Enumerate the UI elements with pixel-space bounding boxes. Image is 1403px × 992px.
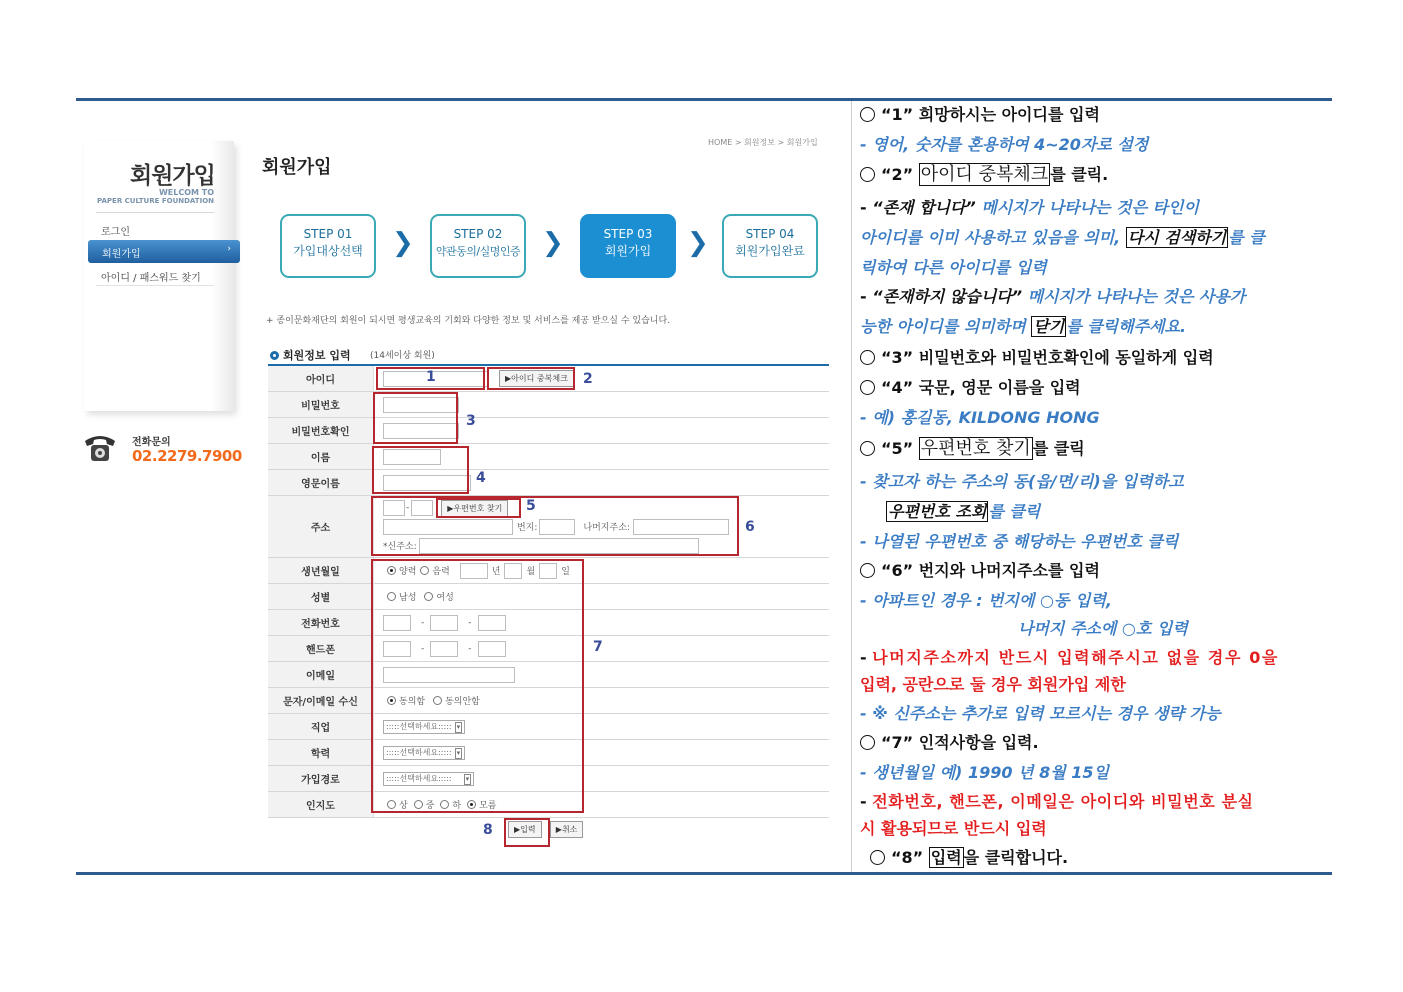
- step-1-label: 가입대상선택: [293, 244, 363, 258]
- boxed-term: 우편번호 찾기: [920, 438, 1031, 459]
- instruction-6-detail-3: - ※ 신주소는 추가로 입력 모르시는 경우 생략 가능: [860, 704, 1221, 723]
- step-4: [722, 214, 818, 278]
- dash: -: [860, 792, 873, 811]
- step-3-label: 회원가입: [604, 244, 652, 258]
- form-heading-note: (14세이상 회원): [370, 351, 435, 361]
- intro-text: + 종이문화재단의 회원이 되시면 평생교육의 기회와 다양한 정보 및 서비스를 제공 받으실 수 있습니다.: [266, 316, 671, 326]
- phone-dash: -: [468, 617, 472, 628]
- instruction-6-warning-1: [860, 647, 1279, 669]
- birth-lunar-label: 음력: [432, 567, 450, 577]
- instruction-text: 희망하시는 아이디를 입력: [913, 105, 1100, 124]
- step-3-number: STEP 03: [603, 227, 653, 241]
- instruction-7-warning-2: 시 활용되므로 반드시 입력: [860, 819, 1047, 838]
- instruction-text: 를 클: [1228, 228, 1265, 247]
- step-number: “5”: [881, 439, 914, 458]
- boxed-term: 다시 검색하기: [1127, 228, 1227, 247]
- instruction-1-detail: - 영어, 숫자를 혼용하여 4~20자로 설정: [860, 135, 1149, 154]
- bullet-icon: [270, 351, 279, 360]
- breadcrumb: HOME > 회원정보 > 회원가입: [708, 138, 818, 147]
- instruction-text: 비밀번호와 비밀번호확인에 동일하게 입력: [913, 348, 1214, 367]
- label-address: 주소: [268, 496, 374, 557]
- chevron-down-icon: ▾: [456, 748, 461, 757]
- chevron-down-icon: ▾: [465, 774, 470, 783]
- label-sms-email: 문자/이메일 수신: [268, 688, 374, 713]
- chevron-right-icon: ›: [227, 244, 231, 254]
- sidebar-divider: [96, 212, 214, 213]
- label-awareness: 인지도: [268, 792, 374, 817]
- circle-bullet-icon: [860, 350, 875, 365]
- address-rest-label: 나머지주소:: [583, 523, 630, 533]
- boxed-term: 입력: [930, 848, 962, 867]
- callout-number-6: 6: [745, 519, 755, 535]
- birth-year-label: 년: [491, 567, 501, 577]
- circle-bullet-icon: [860, 735, 875, 750]
- birth-month-label: 월: [526, 567, 536, 577]
- mobile-dash: -: [421, 643, 425, 654]
- instruction-4-detail: - 예) 홍길동, KILDONG HONG: [860, 408, 1100, 427]
- submit-button[interactable]: ▶입력: [508, 821, 542, 838]
- instruction-5: [860, 438, 1085, 460]
- instruction-3: [860, 347, 1214, 369]
- gender-female-label: 여성: [436, 593, 454, 603]
- label-password-confirm: 비밀번호확인: [268, 418, 374, 443]
- id-check-button[interactable]: ▶아이디 중복체크: [499, 370, 574, 387]
- row-password-confirm: [268, 418, 829, 444]
- callout-number-4: 4: [476, 470, 486, 486]
- sidebar-title: 회원가입: [130, 163, 215, 189]
- address-new-label: *신주소:: [383, 542, 417, 552]
- instruction-5-detail-1: - 찾고자 하는 주소의 동(읍/면/리)을 입력하고: [860, 472, 1184, 491]
- callout-number-3: 3: [466, 413, 476, 429]
- step-2-label: 약관동의/실명인증: [435, 245, 521, 258]
- instruction-text: 을 클릭합니다.: [963, 848, 1069, 867]
- gender-male-label: 남성: [399, 593, 417, 603]
- phone-number: 02.2279.7900: [132, 447, 242, 465]
- form-heading-text: 회원정보 입력: [283, 349, 351, 362]
- circle-bullet-icon: [860, 563, 875, 578]
- dash: -: [860, 198, 873, 217]
- step-1-number: STEP 01: [303, 227, 353, 241]
- sms-agree-label: 동의함: [399, 697, 426, 707]
- sidebar-subtitle-1: WELCOM TO: [158, 188, 214, 197]
- form-heading: [270, 347, 351, 363]
- step-2-number: STEP 02: [453, 227, 503, 241]
- join-path-select-value: :::::선택하세요:::::: [386, 773, 452, 783]
- zip-dash: -: [406, 503, 410, 513]
- step-1: [280, 214, 376, 278]
- callout-number-7: 7: [593, 639, 603, 655]
- label-id: 아이디: [268, 366, 374, 391]
- instruction-5-detail-3: - 나열된 우편번호 중 해당하는 우편번호 클릭: [860, 532, 1179, 551]
- sidebar-item-signup[interactable]: [88, 240, 240, 263]
- instruction-2-detail-4: [860, 286, 1245, 308]
- circle-bullet-icon: [860, 167, 875, 182]
- dash: -: [860, 287, 873, 306]
- boxed-term: 우편번호 조회: [888, 502, 987, 521]
- telephone-icon: [82, 431, 118, 465]
- label-email: 이메일: [268, 662, 374, 687]
- label-password: 비밀번호: [268, 392, 374, 417]
- step-3: [580, 214, 676, 278]
- instruction-text: 인적사항을 입력.: [913, 733, 1039, 752]
- instruction-text: 능한 아이디를 의미하며: [860, 317, 1032, 336]
- phone-inquiry-label: 전화문의: [132, 437, 171, 448]
- instruction-2-detail-3: 릭하여 다른 아이디를 입력: [860, 258, 1047, 277]
- instruction-7-warning-1: [860, 791, 1254, 813]
- callout-box-3: [373, 392, 458, 444]
- callout-box-2: [487, 367, 575, 390]
- instruction-2-detail-2: [860, 227, 1265, 249]
- instruction-text: 메시지가 나타나는 것은 사용가: [1022, 287, 1246, 306]
- chevron-down-icon: ▾: [456, 722, 461, 731]
- instruction-2-detail-1: [860, 197, 1199, 219]
- instruction-text: 를 클릭.: [1050, 165, 1109, 184]
- step-number: “6”: [881, 561, 914, 580]
- instruction-text: 를 클릭해주세요.: [1066, 317, 1187, 336]
- circle-bullet-icon: [870, 850, 885, 865]
- step-arrow-icon: ❯: [687, 228, 709, 258]
- label-phone: 전화번호: [268, 610, 374, 635]
- awareness-unknown-label: 모름: [479, 801, 497, 811]
- step-arrow-icon: ❯: [392, 228, 414, 258]
- birth-day-label: 일: [561, 567, 570, 577]
- instruction-text: 번지와 나머지주소를 입력: [913, 561, 1100, 580]
- instruction-text: 를 클릭: [1032, 439, 1085, 458]
- quote-text: “존재 합니다”: [872, 198, 976, 217]
- callout-box-8: [504, 818, 550, 847]
- instruction-5-detail-2: [886, 501, 1040, 523]
- circle-bullet-icon: [860, 380, 875, 395]
- birth-solar-label: 양력: [399, 567, 417, 577]
- step-4-label: 회원가입완료: [735, 244, 805, 258]
- step-arrow-icon: ❯: [542, 228, 564, 258]
- cancel-button[interactable]: ▶취소: [550, 821, 584, 838]
- instruction-6-detail-1: - 아파트인 경우 : 번지에 ○동 입력,: [860, 591, 1112, 610]
- instruction-text: 아이디를 이미 사용하고 있음을 의미,: [860, 228, 1126, 247]
- education-select-value: :::::선택하세요:::::: [386, 747, 452, 757]
- row-password: [268, 392, 829, 418]
- sidebar-subtitle-2: PAPER CULTURE FOUNDATION: [97, 197, 214, 205]
- label-birthdate: 생년월일: [268, 558, 374, 583]
- sidebar-item-login[interactable]: 로그인: [101, 227, 130, 238]
- zip-search-button[interactable]: ▶우편번호 찾기: [441, 500, 508, 517]
- mobile-dash: -: [468, 643, 472, 654]
- callout-number-8: 8: [483, 822, 493, 838]
- dash: -: [860, 648, 873, 667]
- quote-text: “존재하지 않습니다”: [872, 287, 1023, 306]
- column-divider: [851, 101, 852, 872]
- awareness-high-label: 상: [399, 801, 408, 811]
- label-gender: 성별: [268, 584, 374, 609]
- label-job: 직업: [268, 714, 374, 739]
- instruction-7: [860, 732, 1039, 754]
- step-4-number: STEP 04: [745, 227, 795, 241]
- page-title: 회원가입: [262, 157, 332, 178]
- instruction-8: [870, 847, 1068, 869]
- step-number: “4”: [881, 378, 914, 397]
- circle-bullet-icon: [860, 107, 875, 122]
- step-number: “2”: [881, 165, 914, 184]
- sidebar-item-find-account[interactable]: 아이디 / 패스워드 찾기: [101, 273, 201, 284]
- instruction-text: 메시지가 나타나는 것은 타인이: [975, 198, 1199, 217]
- instruction-7-detail: - 생년월일 예) 1990 년 8월 15일: [860, 763, 1109, 782]
- label-name: 이름: [268, 444, 374, 469]
- instruction-2: [860, 164, 1108, 186]
- phone-dash: -: [421, 617, 425, 628]
- awareness-mid-label: 중: [425, 801, 435, 811]
- address-lot-label: 번지:: [517, 523, 538, 533]
- sidebar-item-signup-label: 회원가입: [102, 249, 141, 260]
- instruction-text: 나머지주소까지 반드시 입력해주시고 없을 경우 0을: [872, 648, 1279, 667]
- step-number: “1”: [881, 105, 914, 124]
- circle-bullet-icon: [860, 441, 875, 456]
- boxed-term: 닫기: [1033, 317, 1065, 336]
- instruction-6-warning-2: 입력, 공란으로 둘 경우 회원가입 제한: [860, 675, 1126, 694]
- signup-screenshot: [80, 101, 850, 871]
- row-name: [268, 444, 829, 470]
- sms-disagree-label: 동의안함: [445, 697, 480, 707]
- label-join-path: 가입경로: [268, 766, 374, 791]
- instruction-2-detail-5: [860, 316, 1186, 338]
- callout-number-1: 1: [426, 369, 436, 385]
- step-2: [430, 214, 526, 278]
- instruction-1: [860, 104, 1100, 126]
- instruction-text: 국문, 영문 이름을 입력: [913, 378, 1081, 397]
- awareness-low-label: 하: [452, 801, 462, 811]
- step-number: “7”: [881, 733, 914, 752]
- step-number: “8”: [891, 848, 924, 867]
- callout-box-4: [372, 446, 469, 494]
- callout-box-6: [371, 496, 739, 556]
- job-select-value: :::::선택하세요:::::: [386, 721, 452, 731]
- instruction-4: [860, 377, 1081, 399]
- row-english-name: [268, 470, 829, 496]
- instruction-text: 를 클릭: [988, 502, 1041, 521]
- instruction-text: 전화번호, 핸드폰, 이메일은 아이디와 비밀번호 분실: [872, 792, 1254, 811]
- callout-number-5: 5: [526, 498, 536, 514]
- label-english-name: 영문이름: [268, 470, 374, 495]
- boxed-term: 아이디 중복체크: [920, 164, 1049, 185]
- bottom-rule: [76, 872, 1332, 875]
- callout-box-7: [371, 559, 584, 813]
- label-education: 학력: [268, 740, 374, 765]
- instruction-6-detail-2: 나머지 주소에 ○호 입력: [1018, 619, 1188, 638]
- label-mobile: 핸드폰: [268, 636, 374, 661]
- instruction-6: [860, 560, 1100, 582]
- sidebar-divider-2: [96, 285, 214, 286]
- step-number: “3”: [881, 348, 914, 367]
- callout-number-2: 2: [583, 371, 593, 387]
